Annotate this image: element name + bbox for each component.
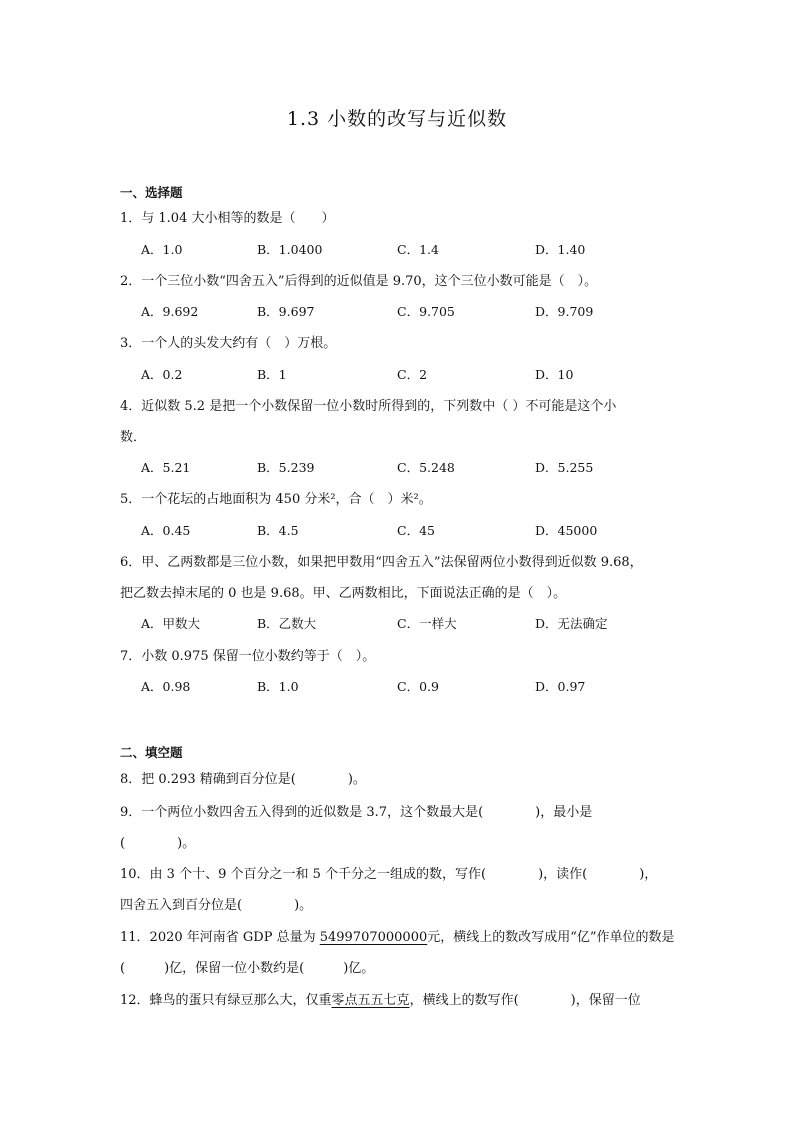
page-title: 1.3 小数的改写与近似数 bbox=[286, 108, 508, 130]
question-4-line-2: 数． bbox=[120, 430, 147, 445]
question-4-line-1: 4．近似数 5.2 是把一个小数保留一位小数时所得到的，下列数中（ ）不可能是这个小 bbox=[120, 399, 617, 414]
question-12-line-1 bbox=[120, 989, 641, 1008]
option-a: A．9.692 bbox=[141, 304, 199, 319]
question-10-line-2: 四舍五入到百分位是( )。 bbox=[120, 898, 313, 913]
question-6-options bbox=[141, 614, 701, 630]
question-6-line-2: 把乙数去掉末尾的 0 也是 9.68。甲、乙两数相比，下面说法正确的是（ ）。 bbox=[120, 586, 567, 601]
option-d: D．1.40 bbox=[535, 242, 586, 257]
question-5: 5．一个花坛的占地面积为 450 分米²，合（ ）米²。 bbox=[120, 492, 432, 507]
question-12-text-b: ，横线上的数写作( )，保留一位 bbox=[409, 993, 641, 1008]
question-11-line-1 bbox=[120, 926, 675, 945]
question-1: 1．与 1.04 大小相等的数是（ ） bbox=[120, 211, 335, 226]
option-b: B．5.239 bbox=[257, 460, 315, 475]
option-b: B．乙数大 bbox=[257, 616, 317, 631]
option-c: C．2 bbox=[397, 367, 428, 382]
question-5-options bbox=[141, 521, 701, 537]
question-2: 2．一个三位小数“四舍五入”后得到的近似值是 9.70，这个三位小数可能是（ ）。 bbox=[120, 274, 598, 289]
option-c: C．1.4 bbox=[397, 242, 439, 257]
question-11-underlined-number: 5499707000000 bbox=[319, 930, 428, 945]
question-3: 3．一个人的头发大约有（ ）万根。 bbox=[120, 336, 337, 351]
option-c: C．0.9 bbox=[397, 679, 439, 694]
option-a: A．0.45 bbox=[141, 523, 191, 538]
question-1-options bbox=[141, 240, 701, 256]
question-12-text-a: 12．蜂鸟的蛋只有绿豆那么大，仅重 bbox=[120, 993, 332, 1008]
question-9-line-1: 9．一个两位小数四舍五入得到的近似数是 3.7，这个数最大是( )，最小是 bbox=[120, 805, 593, 820]
option-a: A．0.98 bbox=[141, 679, 191, 694]
option-b: B．1.0400 bbox=[257, 242, 323, 257]
option-c: C．一样大 bbox=[397, 616, 457, 631]
option-a: A．甲数大 bbox=[141, 616, 201, 631]
option-b: B．9.697 bbox=[257, 304, 315, 319]
section-fill-heading: 二、填空题 bbox=[120, 745, 183, 760]
option-b: B．4.5 bbox=[257, 523, 299, 538]
question-11-text-b: 元，横线上的数改写成用“亿”作单位的数是 bbox=[427, 930, 675, 945]
section-choice-heading: 一、选择题 bbox=[120, 185, 183, 200]
option-a: A．1.0 bbox=[141, 242, 183, 257]
question-8: 8．把 0.293 精确到百分位是( )。 bbox=[120, 772, 366, 787]
question-7: 7．小数 0.975 保留一位小数约等于（ ）。 bbox=[120, 649, 376, 664]
option-d: D．10 bbox=[535, 367, 574, 382]
question-11-text-a: 11．2020 年河南省 GDP 总量为 bbox=[120, 930, 320, 945]
question-7-options bbox=[141, 677, 701, 693]
question-3-options bbox=[141, 365, 701, 381]
option-a: A．0.2 bbox=[141, 367, 183, 382]
question-4-options bbox=[141, 458, 701, 474]
option-b: B．1 bbox=[257, 367, 287, 382]
option-c: C．5.248 bbox=[397, 460, 455, 475]
question-9-line-2: ( )。 bbox=[120, 836, 196, 851]
option-b: B．1.0 bbox=[257, 679, 299, 694]
option-a: A．5.21 bbox=[141, 460, 191, 475]
option-d: D．0.97 bbox=[535, 679, 586, 694]
question-2-options bbox=[141, 302, 701, 318]
option-d: D．45000 bbox=[535, 523, 598, 538]
option-d: D．9.709 bbox=[535, 304, 594, 319]
option-d: D．无法确定 bbox=[535, 616, 608, 631]
question-12-underlined-text: 零点五五七克 bbox=[331, 993, 410, 1008]
question-6-line-1: 6．甲、乙两数都是三位小数，如果把甲数用“四舍五入”法保留两位小数得到近似数 9.68， bbox=[120, 555, 643, 570]
question-11-line-2: ( )亿，保留一位小数约是( )亿。 bbox=[120, 961, 375, 976]
option-c: C．45 bbox=[397, 523, 435, 538]
option-d: D．5.255 bbox=[535, 460, 594, 475]
question-10-line-1: 10．由 3 个十、9 个百分之一和 5 个千分之一组成的数，写作( )，读作( )， bbox=[120, 867, 658, 882]
option-c: C．9.705 bbox=[397, 304, 455, 319]
